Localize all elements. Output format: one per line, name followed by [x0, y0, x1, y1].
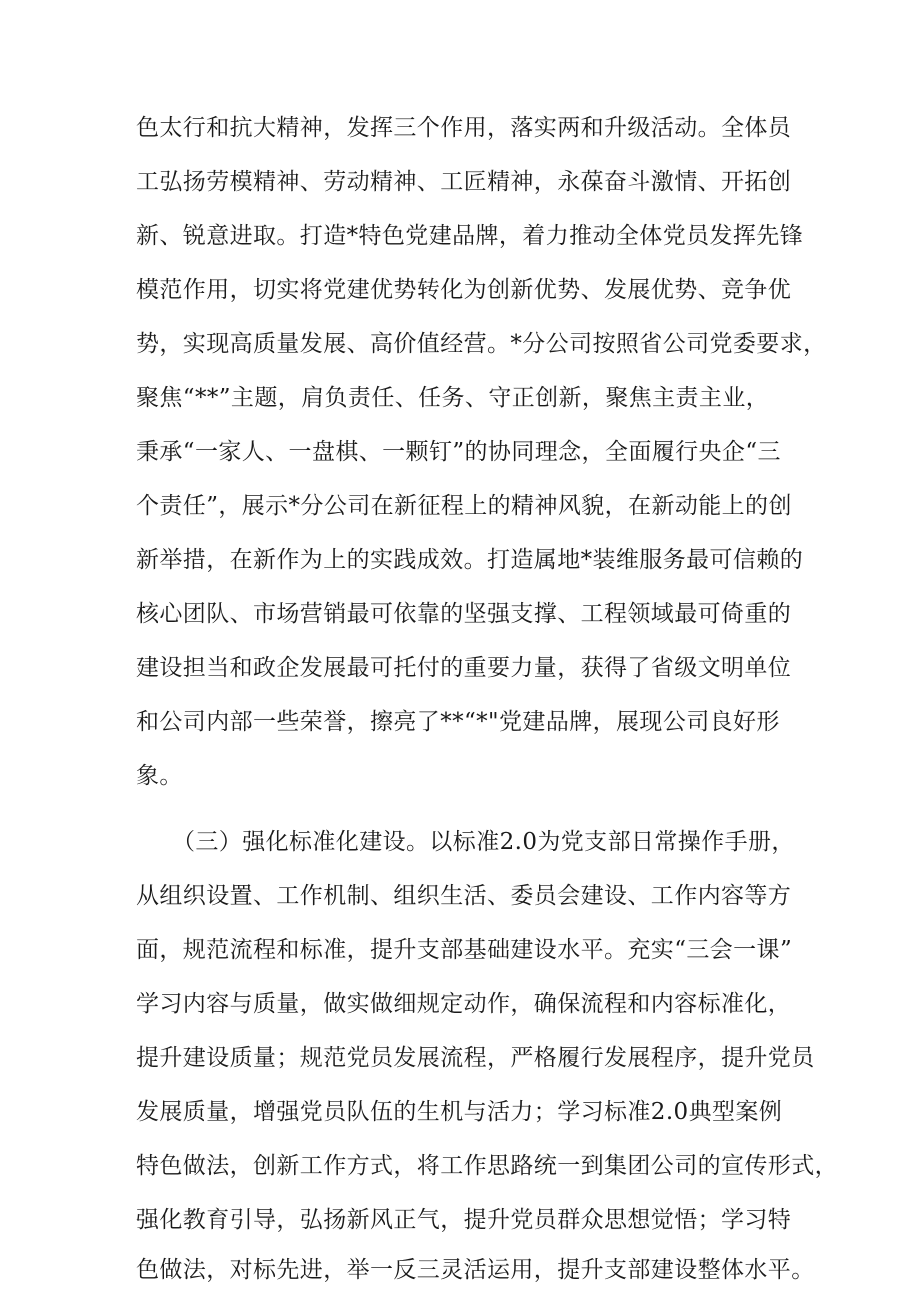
text-line: 建设担当和政企发展最可托付的重要力量，获得了省级文明单位: [136, 655, 792, 681]
text-line: 核心团队、市场营销最可依靠的坚强支撑、工程领域最可倚重的: [136, 601, 792, 627]
text-line: 面，规范流程和标准，提升支部基础建设水平。充实“三会一课”: [136, 937, 793, 963]
text-line: （三）强化标准化建设。以标准2.0为党支部日常操作手册，: [172, 829, 795, 855]
text-line: 从组织设置、工作机制、组织生活、委员会建设、工作内容等方: [136, 883, 792, 909]
text-line: 色太行和抗大精神，发挥三个作用，落实两和升级活动。全体员: [136, 115, 792, 141]
text-line: 发展质量，增强党员队伍的生机与活力；学习标准2.0典型案例: [136, 1099, 783, 1125]
text-line: 强化教育引导，弘扬新风正气，提升党员群众思想觉悟；学习特: [136, 1207, 792, 1233]
text-line: 提升建设质量；规范党员发展流程，严格履行发展程序，提升党员: [136, 1045, 815, 1071]
text-line: 象。: [136, 763, 183, 789]
text-line: 秉承“一家人、一盘棋、一颗钉”的协同理念，全面履行央企“三: [136, 439, 781, 465]
text-line: 色做法，对标先进，举一反三灵活运用，提升支部建设整体水平。: [136, 1257, 815, 1283]
text-line: 模范作用，切实将党建优势转化为创新优势、发展优势、竞争优: [136, 277, 792, 303]
text-line: 势，实现高质量发展、高价值经营。*分公司按照省公司党委要求，: [136, 331, 827, 357]
text-line: 新、锐意进取。打造*特色党建品牌，着力推动全体党员发挥先锋: [136, 223, 804, 249]
text-line: 聚焦“**”主题，肩负责任、任务、守正创新，聚焦主责主业，: [136, 385, 770, 411]
text-line: 新举措，在新作为上的实践成效。打造属地*装维服务最可信赖的: [136, 547, 804, 573]
text-line: 个责任”，展示*分公司在新征程上的精神风貌，在新动能上的创: [136, 493, 792, 519]
text-line: 和公司内部一些荣誉，擦亮了**“*"党建品牌，展现公司良好形: [136, 709, 780, 735]
text-line: 工弘扬劳模精神、劳动精神、工匠精神，永葆奋斗激情、开拓创: [136, 169, 792, 195]
text-line: 学习内容与质量，做实做细规定动作，确保流程和内容标准化，: [136, 991, 792, 1017]
text-line: 特色做法，创新工作方式，将工作思路统一到集团公司的宣传形式，: [136, 1153, 838, 1179]
